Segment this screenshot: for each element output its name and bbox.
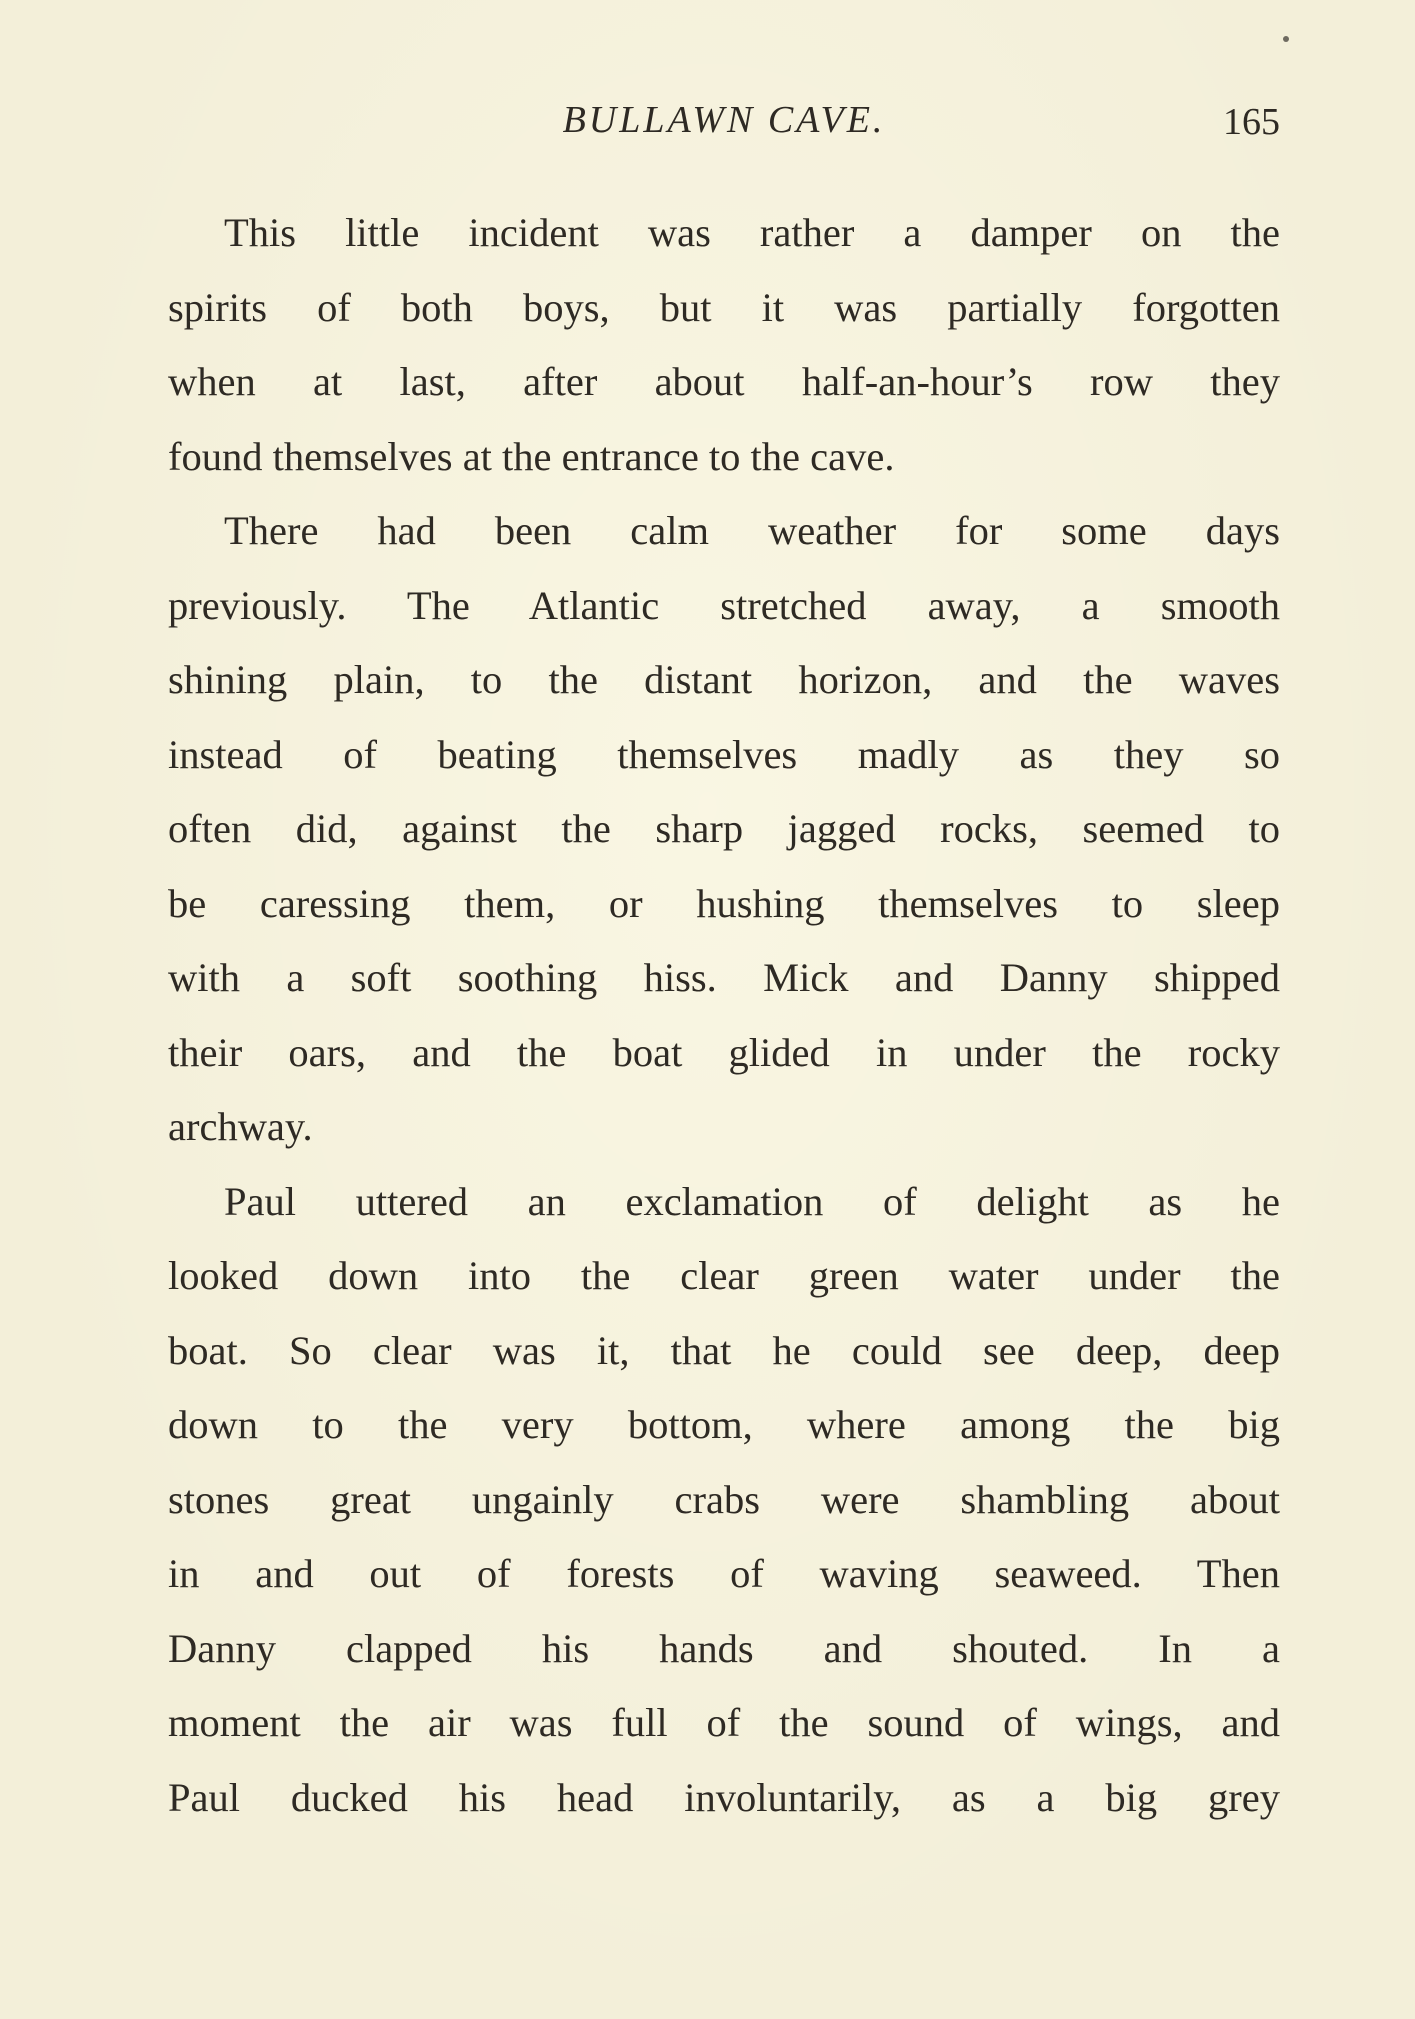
text-line: stones great ungainly crabs were shambling about [168, 1476, 1280, 1522]
text-line: their oars, and the boat glided in under the rocky [168, 1029, 1280, 1075]
text-line: instead of beating themselves madly as they so [168, 731, 1280, 777]
page-number: 165 [1223, 101, 1280, 143]
text-line: looked down into the clear green water under the [168, 1253, 1280, 1298]
text-line: with a soft soothing hiss. Mick and Danny shipped [168, 955, 1280, 1000]
text-line: Paul uttered an exclamation of delight as he [224, 1178, 1280, 1224]
text-line: moment the air was full of the sound of wings, and [168, 1700, 1280, 1745]
text-line: archway. [168, 1104, 313, 1149]
text-line: boat. So clear was it, that he could see deep, deep [168, 1327, 1280, 1373]
body-text [168, 196, 1280, 1835]
text-line: previously. The Atlantic stretched away, a smooth [168, 582, 1280, 628]
text-line: in and out of forests of waving seaweed. Then [168, 1551, 1280, 1596]
text-line: spirits of both boys, but it was partially forgotten [168, 284, 1280, 330]
running-title: BULLAWN CAVE. [562, 99, 886, 141]
text-line: Paul ducked his head involuntarily, as a big grey [168, 1774, 1280, 1820]
text-line: This little incident was rather a damper on the [224, 210, 1280, 255]
text-line: often did, against the sharp jagged rocks, seemed to [168, 806, 1280, 851]
text-line: shining plain, to the distant horizon, and the waves [168, 657, 1280, 702]
text-line: Danny clapped his hands and shouted. In a [168, 1625, 1280, 1671]
ink-speck [1283, 36, 1289, 42]
text-line: found themselves at the entrance to the cave. [168, 433, 895, 479]
text-line: There had been calm weather for some days [224, 508, 1280, 553]
text-line: down to the very bottom, where among the big [168, 1402, 1280, 1447]
text-line: be caressing them, or hushing themselves to sleep [168, 880, 1280, 926]
text-line: when at last, after about half-an-hour’s row they [168, 359, 1280, 404]
running-head [168, 95, 1280, 145]
